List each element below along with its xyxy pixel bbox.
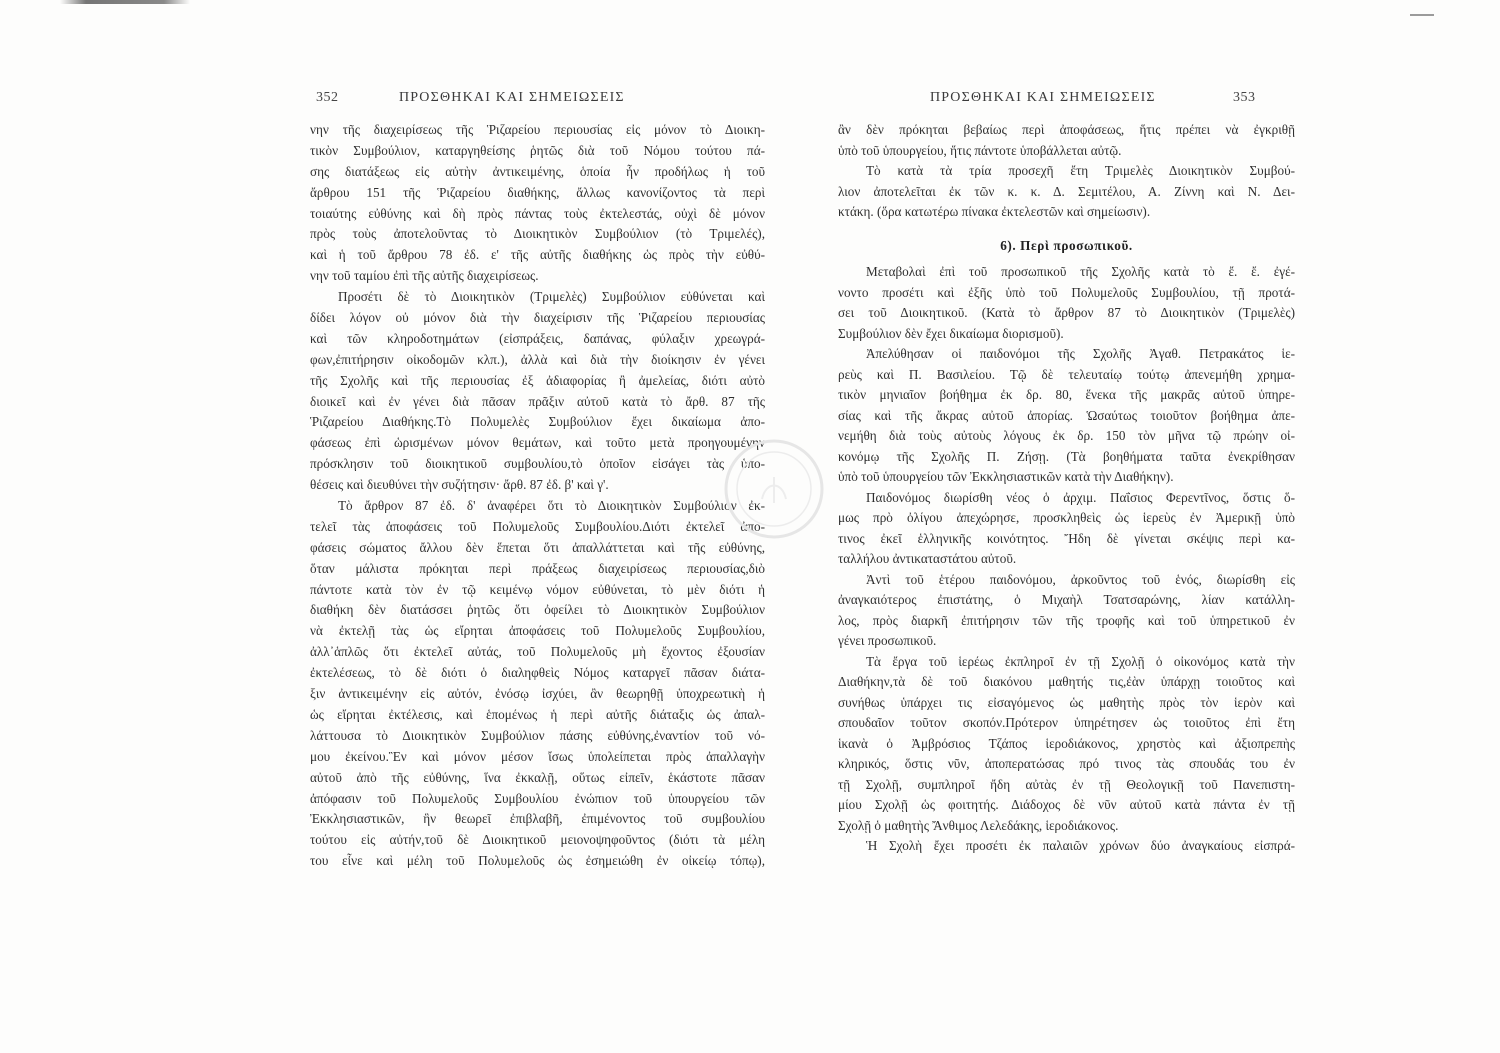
text-line: μου ἐκείνου.Ἓν καὶ μόνον μέσον ἴσως ὑπολείπεται πρὸς ἀπαλλαγὴν <box>310 748 765 764</box>
text-line: Διαθήκην,τὰ δὲ τοῦ διακόνου μαθητής τις,ἐὰν ὑπάρχῃ τοιοῦτος καὶ <box>838 674 1295 689</box>
text-line: τοιαύτης εὐθύνης καὶ δὴ πρὸς πάντας τοὺς ἐκτελεστάς, οὐχὶ δὲ μόνον <box>310 205 765 221</box>
text-line: Τὸ κατὰ τὰ τρία προσεχῆ ἔτη Τριμελὲς Διοικητικὸν Συμβού- <box>866 163 1295 178</box>
text-line: ὑπὸ τοῦ ὑπουργείου τῶν Ἐκκλησιαστικῶν κατὰ τὴν Διαθήκην). <box>838 469 1174 484</box>
text-line: φων,ἐπιτήρησιν οἰκοδομῶν κλπ.), ἀλλὰ καὶ διὰ τὴν διοίκησιν ἐν γένει <box>310 351 765 367</box>
text-line: κονόμῳ τῆς Σχολῆς Π. Ζήσῃ. (Τὰ βοηθήματα ταῦτα ἐνεκρίθησαν <box>838 448 1295 464</box>
text-line: σίας καὶ τῆς ἄκρας αὐτοῦ ἀπορίας. Ὡσαύτως τοιοῦτον βοήθημα ἀπε- <box>838 407 1295 423</box>
text-line: νην τοῦ ταμίου ἐπὶ τῆς αὐτῆς διαχειρίσεως. <box>310 268 539 284</box>
text-line: Ἀπελύθησαν οἱ παιδονόμοι τῆς Σχολῆς Ἀγαθ. Πετρακάτος ἱε- <box>866 346 1295 361</box>
text-line: Παιδονόμος διωρίσθη νέος ὁ ἀρχιμ. Παΐσιος Φερεντῖνος, ὅστις ὅ- <box>866 489 1295 505</box>
text-line: δίδει λόγον οὐ μόνον διὰ τὴν διαχείρισιν τῆς Ῥιζαρείου περιουσίας <box>310 310 765 326</box>
text-line: σει τοῦ Διοικητικοῦ. (Κατὰ τὸ ἄρθρον 87 τὸ Διοικητικὸν (Τριμελὲς) <box>838 305 1295 320</box>
text-line: τικὸν μηνιαῖον βοήθημα ἐκ δρ. 80, ἕνεκα τῆς μακρᾶς αὐτοῦ ὑπηρε- <box>838 387 1295 402</box>
text-line: ἀναγκαιότερος ἐπιστάτης, ὁ Μιχαὴλ Τσατσαρώνης, λίαν κατάλλη- <box>838 592 1295 607</box>
text-block <box>838 120 1295 857</box>
text-line: ἀπόφασιν τοῦ Πολυμελοῦς Συμβουλίου ἐνώπιον τοῦ ὑπουργείου τῶν <box>310 790 765 806</box>
paragraph <box>838 488 1295 570</box>
text-line: σπουδαῖον τοῦτον σκοπόν.Πρότερον ὑπηρέτησεν ὡς τοιοῦτος ἐπὶ ἔτη <box>838 715 1295 730</box>
text-line: Τὸ ἄρθρον 87 ἐδ. δ' ἀναφέρει ὅτι τὸ Διοικητικὸν Συμβούλιον ἐκ- <box>338 498 765 514</box>
text-line: ρεὺς καὶ Π. Βασιλείου. Τῷ δὲ τελευταίῳ τούτῳ ἀπενεμήθη χρημα- <box>838 366 1295 382</box>
text-line: τινος ἐκεῖ ἑλληνικῆς κοινότητος. Ἤδη δὲ γίνεται σκέψις περὶ κα- <box>838 530 1295 546</box>
text-line: συνήθως ὑπάρχει τις εἰσαγόμενος ὡς μαθητὴς πρὸς τὸν ἱερὸν καὶ <box>838 694 1295 710</box>
text-line: Ἀντὶ τοῦ ἑτέρου παιδονόμου, ἀρκοῦντος τοῦ ἑνός, διωρίσθη εἰς <box>866 571 1295 587</box>
text-line: τῇ Σχολῇ, συμπληροῖ ἤδη αὐτὰς ἐν τῇ Θεολογικῇ τοῦ Πανεπιστη- <box>838 776 1295 792</box>
text-line: ὑπὸ τοῦ ὑπουργείου, ἥτις πάντοτε ὑποβάλλεται αὐτῷ. <box>838 142 1122 158</box>
text-line: Ἐκκλησιαστικῶν, ἣν θεωρεῖ ἐπιβλαβῆ, ἐπιμένοντος τοῦ συμβουλίου <box>310 811 765 827</box>
paragraph <box>838 570 1295 652</box>
paragraph <box>838 344 1295 488</box>
paragraph <box>838 836 1295 857</box>
text-line: πρόσκλησιν τοῦ διοικητικοῦ συμβουλίου,τὸ ὁποῖον εἰσάγει τὰς ὑπο- <box>310 456 765 472</box>
text-line: λιον ἀποτελεῖται ἐκ τῶν κ. κ. Δ. Σεμιτέλου, Α. Ζίννη καὶ Ν. Δει- <box>838 183 1295 199</box>
scan-edge-mark <box>1410 14 1434 16</box>
paragraph <box>838 262 1295 344</box>
text-line: ἱκανὰ ὁ Ἀμβρόσιος Τζάπος ἱεροδιάκονος, χρηστὸς καὶ ἀξιοπρεπὴς <box>838 735 1295 751</box>
heading-text: 6). Περὶ προσωπικοῦ. <box>1000 237 1133 253</box>
paragraph <box>838 161 1295 223</box>
text-line: μως πρὸ ὀλίγου ἀπεχώρησε, προσκληθεὶς ὡς ἱερεὺς ἐν Ἀμερικῇ ὑπὸ <box>838 510 1295 525</box>
running-head: ΠΡΟΣΘΗΚΑΙ ΚΑΙ ΣΗΜΕΙΩΣΕΙΣ <box>399 90 625 105</box>
text-line: τελεῖ τὰς ἀποφάσεις τοῦ Πολυμελοῦς Συμβουλίου.Διότι ἐκτελεῖ ἀπο- <box>310 518 765 534</box>
text-line: νην τῆς διαχειρίσεως τῆς Ῥιζαρείου περιουσίας εἰς μόνον τὸ Διοικη- <box>310 122 765 137</box>
section-heading <box>838 236 1295 257</box>
text-line: τούτου εἰς αὐτήν,τοῦ δὲ Διοικητικοῦ μειονοψηφοῦντος (διότι τὰ μέλη <box>310 832 765 848</box>
text-block <box>310 120 765 872</box>
text-line: αὐτοῦ ἀπὸ τῆς εὐθύνης, ἵνα ἐκκαλῇ, οὕτως εἰπεῖν, ἑκάστοτε πᾶσαν <box>310 769 765 785</box>
text-line: κτάκη. (ὅρα κατωτέρω πίνακα ἐκτελεστῶν καὶ σημείωσιν). <box>838 204 1151 219</box>
text-line: ἄρθρου 151 τῆς Ῥιζαρείου διαθήκης, ἄλλως κανονίζοντος τὰ περὶ <box>310 184 765 200</box>
text-line: Προσέτι δὲ τὸ Διοικητικὸν (Τριμελὲς) Συμβούλιον εὐθύνεται καὶ <box>338 289 765 305</box>
text-line: ὅταν μάλιστα πρόκηται περὶ πράξεως διαχειρίσεως περιουσίας,διὸ <box>310 560 765 576</box>
text-line: Συμβούλιον δὲν ἔχει δικαίωμα διορισμοῦ). <box>838 325 1064 341</box>
text-line: τικὸν Συμβούλιον, καταργηθείσης ῥητῶς διὰ τοῦ Νόμου τούτου πά- <box>310 142 765 158</box>
text-line: καὶ τῶν κληροδοτημάτων (εἰσπράξεις, δαπάνας, φύλαξιν χρεωγρά- <box>310 330 765 346</box>
page-number: 352 <box>316 90 339 105</box>
text-line: Ἡ Σχολὴ ἔχει προσέτι ἐκ παλαιῶν χρόνων δύο ἀναγκαίους εἰσπρά- <box>866 838 1295 853</box>
text-line: λος, πρὸς διαρκῆ ἐπιτήρησιν τῶν τῆς τροφῆς καὶ τοῦ ὑπηρετικοῦ ἐν <box>838 612 1295 628</box>
text-line: νεμήθη διὰ τοὺς αὐτοὺς λόγους ἐκ δρ. 150 τὸν μῆνα τῷ πρώην οἰ- <box>838 428 1295 443</box>
library-stamp-icon <box>722 437 826 541</box>
paragraph <box>310 120 765 287</box>
paragraph <box>310 496 765 872</box>
text-line: τῆς Σχολῆς καὶ τῆς περιουσίας ἐξ ἀδιαφορίας ἢ ἀμελείας, διότι αὐτὸ <box>310 372 765 388</box>
paragraph <box>310 287 765 496</box>
text-line: πρὸς τοὺς ἀποτελοῦντας τὸ Διοικητικὸν Συμβούλιον (τὸ Τριμελές), <box>310 226 765 242</box>
text-line: φάσεως ἐπὶ ὡρισμένων μόνον θεμάτων, καὶ τοῦτο μετὰ προηγουμένην <box>310 435 765 451</box>
text-line: ξιν ἀντικειμένην εἰς αὐτόν, ἐνόσῳ ἰσχύει, ἂν θεωρηθῇ ὑποχρεωτικὴ ἡ <box>310 686 765 702</box>
text-line: κληρικός, ὅστις νῦν, ἀποπερατώσας πρό τινος τὰς σπουδάς του ἐν <box>838 756 1295 771</box>
text-line: λάττουσα τὸ Διοικητικὸν Συμβούλιον πάσης εὐθύνης,ἐναντίον τοῦ νό- <box>310 727 765 743</box>
page-number: 353 <box>1233 90 1256 105</box>
scan-edge-mark <box>60 0 190 4</box>
text-line: Μεταβολαὶ ἐπὶ τοῦ προσωπικοῦ τῆς Σχολῆς κατὰ τὸ ἔ. ἔ. ἐγέ- <box>866 264 1295 279</box>
text-line: ἐκτελέσεως, τὸ δὲ διότι ὁ διαληφθεὶς Νόμος καταργεῖ πᾶσαν διάτα- <box>310 665 765 681</box>
text-line: Τὰ ἔργα τοῦ ἱερέως ἐκπληροῖ ἐν τῇ Σχολῇ ὁ οἰκονόμος κατὰ τὴν <box>866 653 1295 669</box>
text-line: νοντο προσέτι καὶ ἐξῆς ὑπὸ τοῦ Πολυμελοῦς Συμβουλίου, τῇ προτά- <box>838 284 1295 300</box>
text-line: θέσεις καὶ διευθύνει τὴν συζήτησιν· ἄρθ. 87 ἐδ. β' καὶ γ'. <box>310 477 609 493</box>
paragraph <box>838 652 1295 837</box>
text-line: ταλλήλου ἀντικαταστάτου αὐτοῦ. <box>838 551 1017 566</box>
running-head: ΠΡΟΣΘΗΚΑΙ ΚΑΙ ΣΗΜΕΙΩΣΕΙΣ <box>930 90 1156 105</box>
text-line: πάντοτε κατὰ τὸν ἐν τῷ κειμένῳ νόμον εὐθύνεται, τὸ μὲν διότι ἡ <box>310 581 765 597</box>
text-line: νὰ ἐκτελῇ τὰς ὡς εἴρηται ἀποφάσεις τοῦ Πολυμελοῦς Συμβουλίου, <box>310 623 765 639</box>
paragraph <box>838 120 1295 161</box>
text-line: ὡς εἴρηται ἐκτέλεσις, καὶ ἑπομένως ἡ περὶ αὐτῆς διάταξις ὡς ἀπαλ- <box>310 706 765 722</box>
text-line: ἀλλ᾽ἁπλῶς ὅτι ἐκτελεῖ αὐτάς, τοῦ Πολυμελοῦς μὴ ἔχοντος ἐξουσίαν <box>310 644 765 660</box>
text-line: ἂν δὲν πρόκηται βεβαίως περὶ ἀποφάσεως, ἥτις πρέπει νὰ ἐγκριθῇ <box>838 122 1295 137</box>
text-line: Ῥιζαρείου Διαθήκης.Τὸ Πολυμελὲς Συμβούλιον ἔχει δικαίωμα ἀπο- <box>310 414 765 430</box>
text-line: Σχολῇ ὁ μαθητὴς Ἄνθιμος Λελεδάκης, ἱεροδιάκονος. <box>838 817 1119 833</box>
text-line: φάσεις σώματος ἄλλου δὲν ἕπεται ὅτι ἀπαλλάττεται καὶ τῆς εὐθύνης, <box>310 539 765 555</box>
text-line: διοικεῖ καὶ ἐν γένει διὰ πᾶσαν πρᾶξιν αὐτοῦ κατὰ τὸ ἄρθ. 87 τῆς <box>310 393 765 409</box>
text-line: του εἶνε καὶ μέλη τοῦ Πολυμελοῦς ὡς ἐσημειώθη ἐν οἰκείῳ τόπῳ), <box>310 853 765 869</box>
text-line: σης διατάξεως εἰς αὐτὴν ἀντικειμένης, ὁποία ἦν προδήλως ἡ τοῦ <box>310 163 765 179</box>
text-line: καὶ ἡ τοῦ ἄρθρου 78 ἐδ. ε' τῆς αὐτῆς διαθήκης ὡς πρὸς τὴν εὐθύ- <box>310 247 765 263</box>
text-line: μίου Σχολῇ ὡς φοιτητής. Διάδοχος δὲ νῦν αὐτοῦ κατὰ πάντα ἐν τῇ <box>838 797 1295 812</box>
text-line: γένει προσωπικοῦ. <box>838 633 937 648</box>
text-line: διαθήκη δὲν διατάσσει ῥητῶς ὅτι ὀφείλει τὸ Διοικητικὸν Συμβούλιον <box>310 602 765 618</box>
